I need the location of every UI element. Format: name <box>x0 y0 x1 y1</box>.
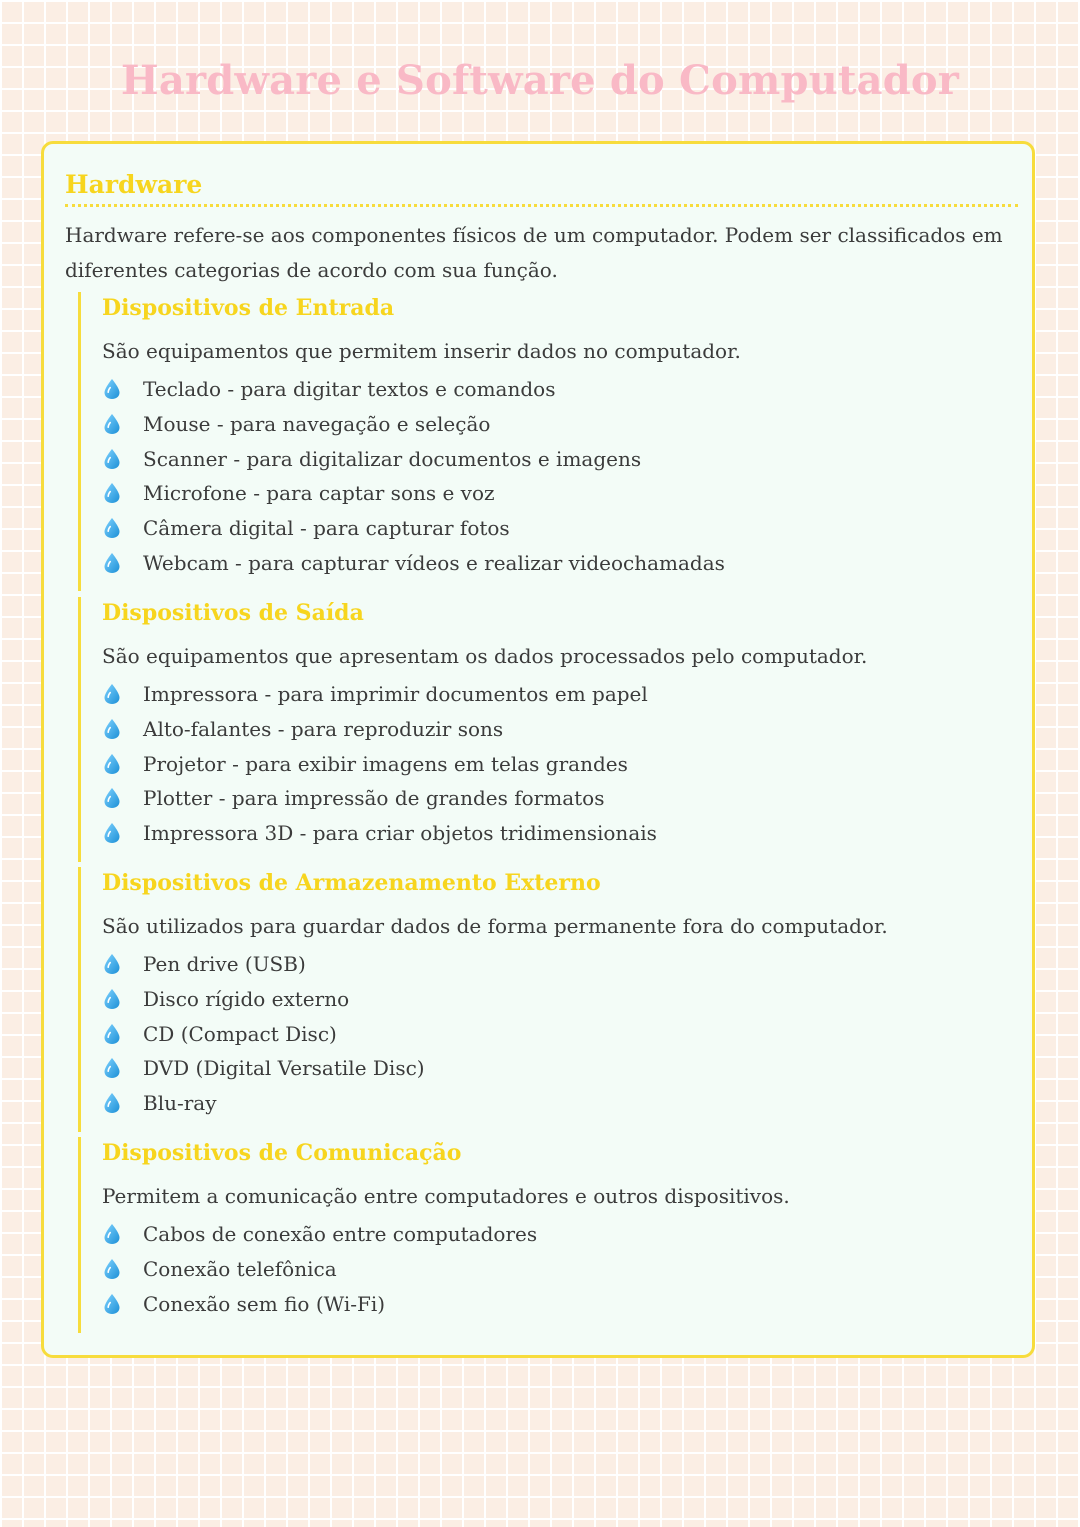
item-list <box>102 372 725 580</box>
water-drop-icon <box>102 1293 122 1315</box>
item-list <box>102 677 657 850</box>
list-item-text: Plotter - para impressão de grandes formatos <box>143 786 605 811</box>
water-drop-icon <box>102 413 122 435</box>
list-item <box>102 441 725 476</box>
water-drop-icon <box>102 1023 122 1045</box>
list-item <box>102 511 725 546</box>
list-item <box>102 746 657 781</box>
water-drop-icon <box>102 1092 122 1114</box>
list-item-text: Alto-falantes - para reproduzir sons <box>143 717 504 742</box>
item-list <box>102 947 425 1120</box>
hardware-card <box>41 141 1035 1358</box>
list-item-text: DVD (Digital Versatile Disc) <box>143 1056 425 1081</box>
category-communication-devices <box>78 1137 1008 1333</box>
list-item-text: Disco rígido externo <box>143 987 350 1012</box>
list-item <box>102 1286 537 1321</box>
list-item <box>102 372 725 407</box>
list-item-text: Impressora 3D - para criar objetos tridimensionais <box>143 821 657 846</box>
list-item-text: Scanner - para digitalizar documentos e imagens <box>143 446 642 471</box>
list-item-text: Teclado - para digitar textos e comandos <box>143 377 556 402</box>
list-item <box>102 677 657 712</box>
water-drop-icon <box>102 1057 122 1079</box>
dotted-divider <box>65 204 1018 207</box>
list-item-text: Webcam - para capturar vídeos e realizar videochamadas <box>143 550 725 575</box>
water-drop-icon <box>102 448 122 470</box>
hardware-intro: Hardware refere-se aos componentes físicos de um computador. Podem ser classificados em diferentes categorias de acordo com sua função. <box>65 223 1003 282</box>
list-item <box>102 947 425 982</box>
category-description: São utilizados para guardar dados de forma permanente fora do computador. <box>102 914 888 938</box>
list-item <box>102 476 725 511</box>
list-item-text: Impressora - para imprimir documentos em papel <box>143 682 648 707</box>
list-item <box>102 1252 537 1287</box>
water-drop-icon <box>102 482 122 504</box>
list-item <box>102 1016 425 1051</box>
category-description: São equipamentos que permitem inserir dados no computador. <box>102 339 741 363</box>
category-title: Dispositivos de Comunicação <box>102 1140 462 1166</box>
water-drop-icon <box>102 1258 122 1280</box>
category-output-devices <box>78 597 1008 862</box>
category-description: São equipamentos que apresentam os dados processados pelo computador. <box>102 644 868 668</box>
list-item <box>102 1051 425 1086</box>
list-item <box>102 1086 425 1121</box>
category-external-storage <box>78 867 1008 1132</box>
water-drop-icon <box>102 718 122 740</box>
water-drop-icon <box>102 517 122 539</box>
category-title: Dispositivos de Saída <box>102 600 364 626</box>
category-title: Dispositivos de Armazenamento Externo <box>102 870 601 896</box>
category-description: Permitem a comunicação entre computadores e outros dispositivos. <box>102 1184 790 1208</box>
water-drop-icon <box>102 378 122 400</box>
water-drop-icon <box>102 787 122 809</box>
list-item-text: Microfone - para captar sons e voz <box>143 481 495 506</box>
water-drop-icon <box>102 822 122 844</box>
list-item-text: Câmera digital - para capturar fotos <box>143 516 510 541</box>
list-item-text: Mouse - para navegação e seleção <box>143 412 491 437</box>
list-item-text: Projetor - para exibir imagens em telas grandes <box>143 751 628 776</box>
list-item <box>102 982 425 1017</box>
list-item-text: Cabos de conexão entre computadores <box>143 1222 538 1247</box>
list-item <box>102 816 657 851</box>
item-list <box>102 1217 537 1321</box>
water-drop-icon <box>102 953 122 975</box>
list-item <box>102 545 725 580</box>
list-item-text: CD (Compact Disc) <box>143 1021 337 1046</box>
category-input-devices <box>78 292 1008 591</box>
list-item-text: Conexão telefônica <box>143 1257 337 1282</box>
list-item <box>102 781 657 816</box>
list-item-text: Conexão sem fio (Wi-Fi) <box>143 1291 386 1316</box>
list-item <box>102 712 657 747</box>
water-drop-icon <box>102 1223 122 1245</box>
list-item <box>102 407 725 442</box>
page-title: Hardware e Software do Computador <box>120 57 960 104</box>
hardware-heading: Hardware <box>65 170 203 199</box>
water-drop-icon <box>102 753 122 775</box>
water-drop-icon <box>102 988 122 1010</box>
water-drop-icon <box>102 683 122 705</box>
list-item-text: Pen drive (USB) <box>143 952 306 977</box>
category-title: Dispositivos de Entrada <box>102 295 395 321</box>
water-drop-icon <box>102 552 122 574</box>
list-item <box>102 1217 537 1252</box>
list-item-text: Blu-ray <box>143 1091 217 1116</box>
